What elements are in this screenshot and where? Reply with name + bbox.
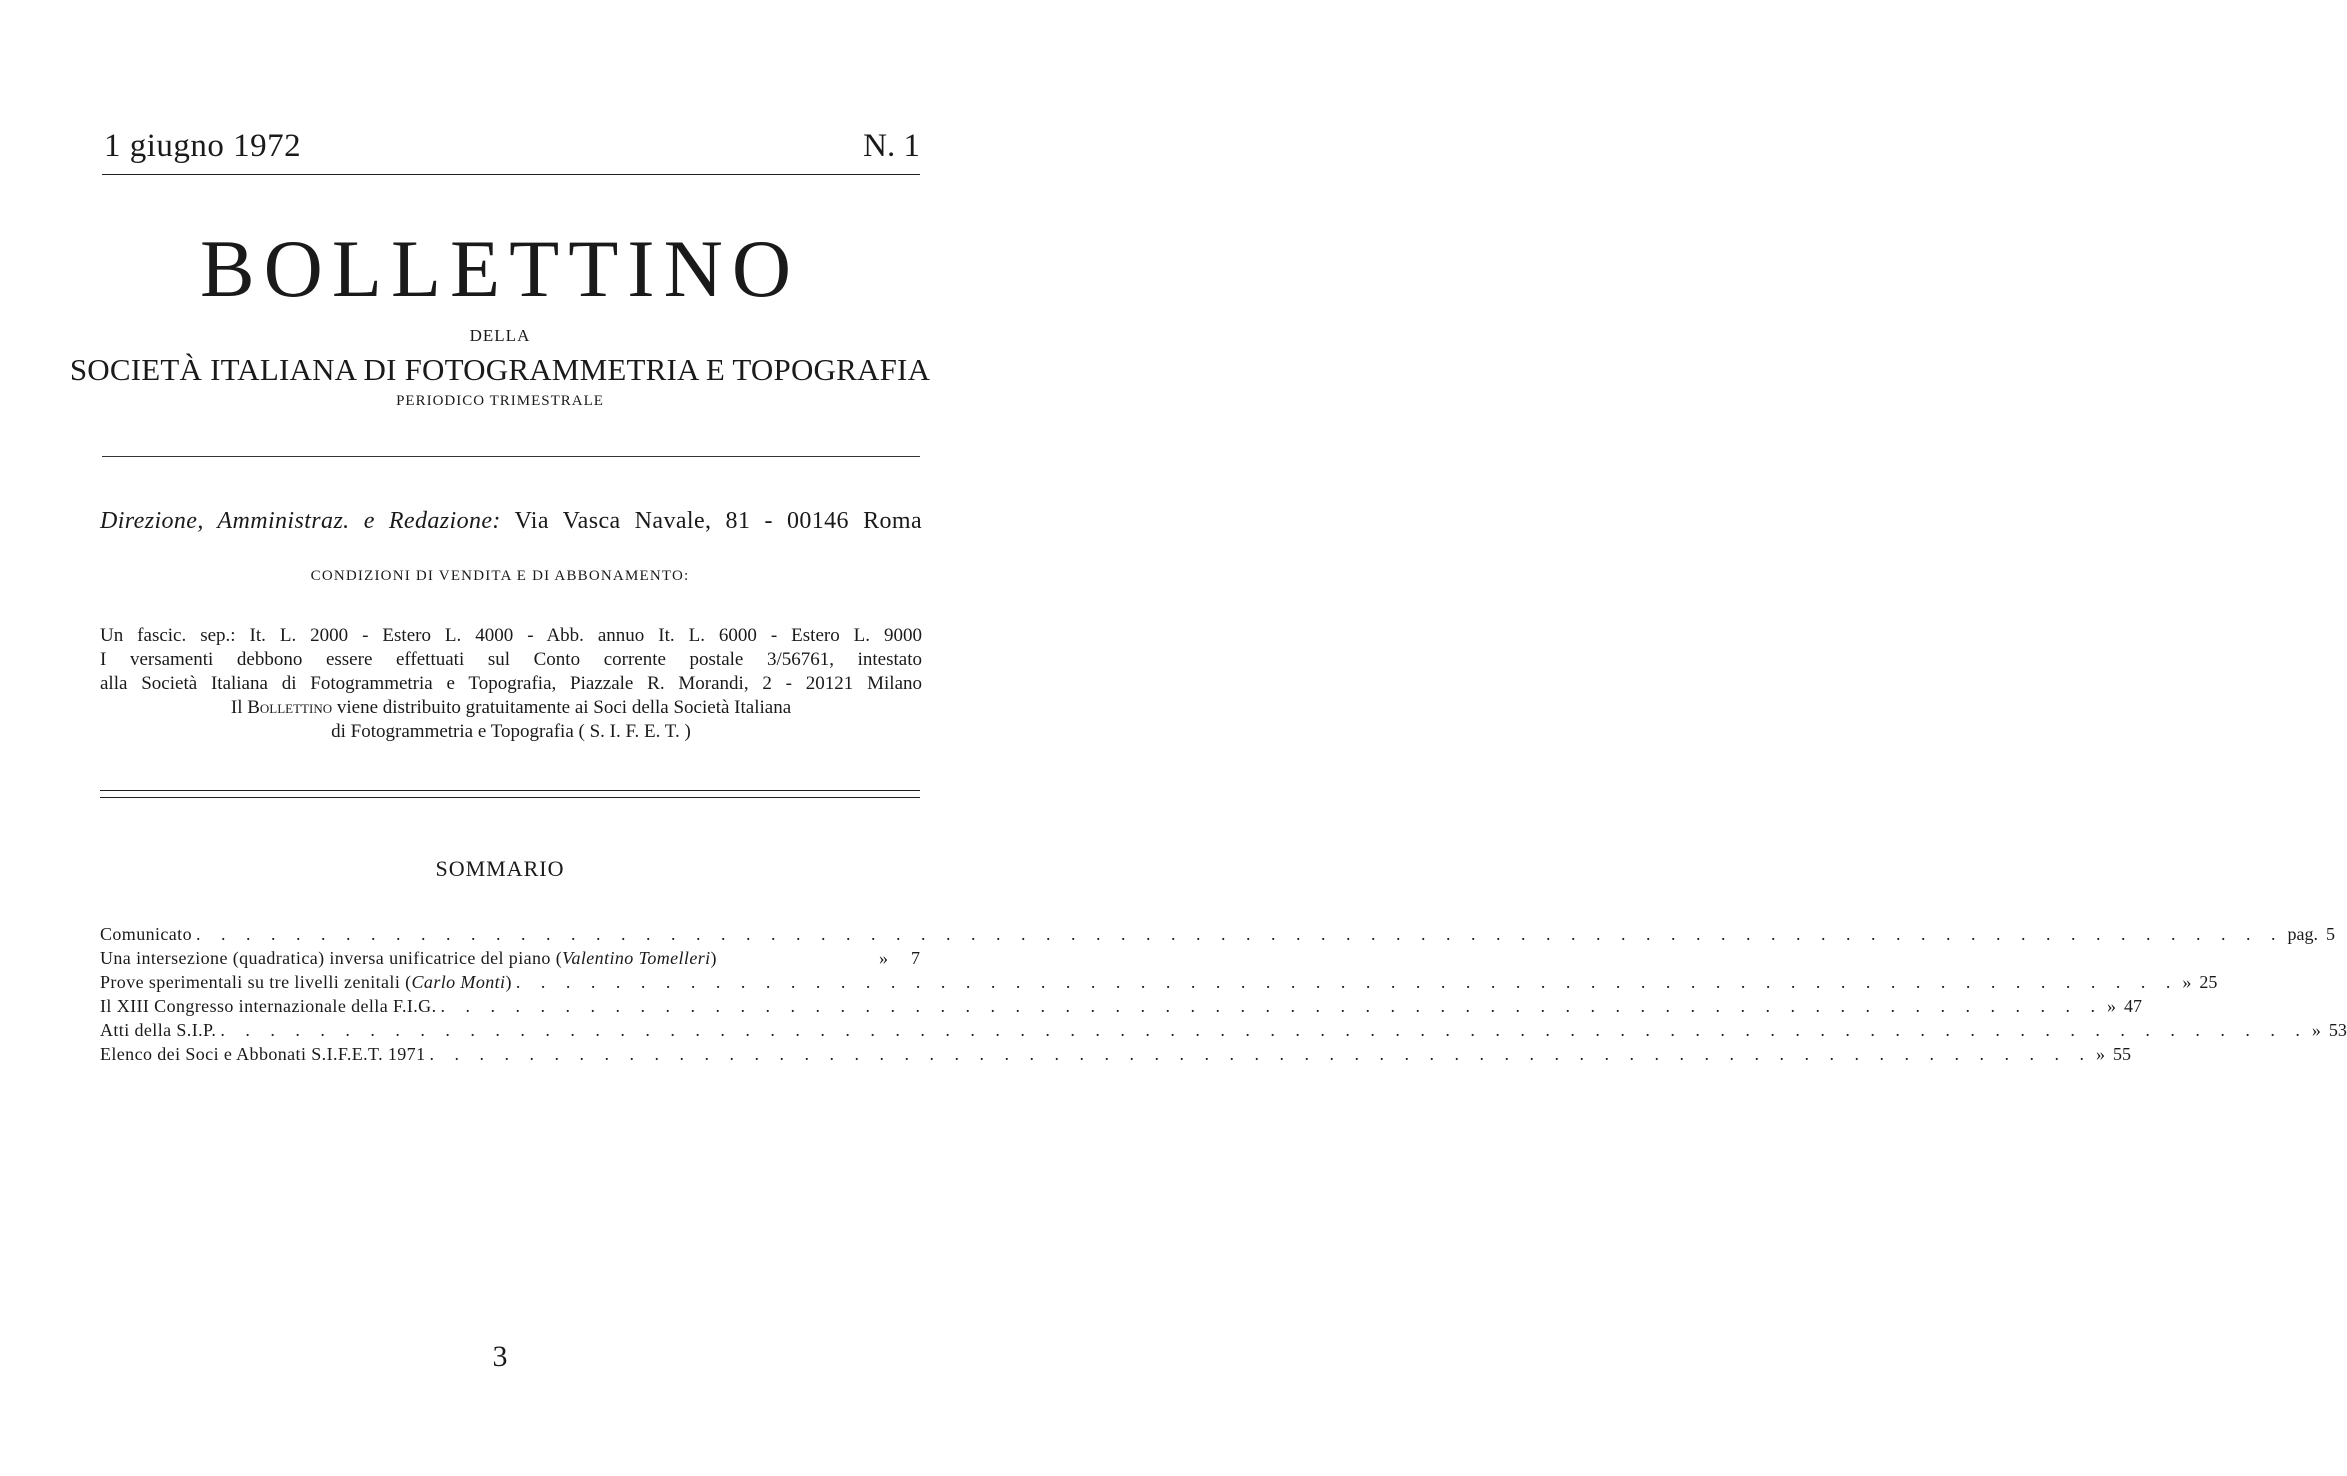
toc-leader-dots: . . . . . . . . . . . . . . . . . . . . . . . . . . . . . . . . . . . . . . . . . . . . . . . . . . . . . . . . . . . . . . . . . . . . . . . . . . . . . . . . . . . . [196, 924, 2284, 944]
toc-entry-title: Comunicato [100, 924, 192, 944]
table-of-contents [100, 922, 2347, 1066]
toc-entry-title: Elenco dei Soci e Abbonati S.I.F.E.T. 1971 [100, 1044, 426, 1064]
toc-leader-dots: . . . . . . . . . . . . . . . . . . . . . . . . . . . . . . . . . . . . . . . . . . . . . . . . . . . . . . . . . . . . . . . . . . . [440, 996, 2103, 1016]
della-label: DELLA [469, 326, 531, 345]
toc-author: Valentino Tomelleri [562, 948, 711, 968]
periodicity-label: PERIODICO TRIMESTRALE [396, 393, 604, 409]
issue-date: 1 giugno 1972 [104, 128, 302, 164]
toc-ditto-mark: » [2182, 972, 2192, 992]
page-number: 3 [492, 1340, 508, 1373]
toc-page-number: 53 [2328, 1020, 2347, 1040]
toc-author: Carlo Monti [411, 972, 506, 992]
double-rule-top [100, 790, 920, 791]
toc-entry-title: Una intersezione (quadratica) inversa unificatrice del piano (Valentino Tomelleri) [100, 948, 717, 968]
toc-entry-title: Atti della S.I.P. [100, 1020, 217, 1040]
journal-title: BOLLETTINO [199, 223, 801, 314]
toc-entry [100, 1018, 2347, 1042]
terms-line-5: di Fotogrammetria e Topografia ( S. I. F. E. T. ) [331, 721, 691, 742]
toc-entry-title: Prove sperimentali su tre livelli zenitali (Carlo Monti) [100, 972, 512, 992]
bollettino-word: Bollettino [247, 697, 333, 718]
toc-ditto-mark: » [2311, 1020, 2321, 1040]
terms-line-1: Un fascic. sep.: It. L. 2000 - Estero L. 4000 - Abb. annuo It. L. 6000 - Estero L. 9000 [100, 625, 922, 646]
society-name: SOCIETÀ ITALIANA DI FOTOGRAMMETRIA E TOPOGRAFIA [69, 352, 931, 387]
address-label: Direzione, Amministraz. e Redazione: [100, 508, 501, 534]
toc-entry-title: Il XIII Congresso internazionale della F.I.G. [100, 996, 437, 1016]
toc-page-number: 5 [2326, 924, 2335, 944]
subscription-terms [100, 624, 922, 744]
toc-ditto-mark: » [879, 948, 888, 968]
section-rule [102, 456, 920, 457]
toc-page-number: 47 [2123, 996, 2142, 1016]
toc-entry [100, 946, 920, 970]
toc-entry [100, 970, 2218, 994]
issue-number: N. 1 [863, 128, 920, 164]
header-rule [102, 174, 920, 175]
conditions-heading: CONDIZIONI DI VENDITA E DI ABBONAMENTO: [310, 568, 690, 584]
toc-ditto-mark: » [2095, 1044, 2105, 1064]
double-rule-bottom [100, 797, 920, 798]
toc-entry [100, 922, 2335, 946]
editorial-address [100, 508, 922, 535]
toc-page-label: pag. [2287, 924, 2318, 944]
toc-ditto-mark: » [2106, 996, 2116, 1016]
toc-page-number: 7 [911, 948, 920, 968]
toc-entry [100, 1042, 2131, 1066]
toc-leader-dots: . . . . . . . . . . . . . . . . . . . . . . . . . . . . . . . . . . . . . . . . . . . . . . . . . . . . . . . . . . . . . . . . . . . . . . . . . . . . . . . . . . . . [220, 1020, 2308, 1040]
terms-line-4-prefix: Il [230, 697, 243, 718]
terms-line-4-rest: viene distribuito gratuitamente ai Soci della Società Italiana [336, 697, 792, 718]
terms-line-3: alla Società Italiana di Fotogrammetria e Topografia, Piazzale R. Morandi, 2 - 20121 Milano [100, 673, 922, 694]
toc-page-number: 55 [2112, 1044, 2131, 1064]
terms-line-2: I versamenti debbono essere effettuati sul Conto corrente postale 3/56761, intestato [100, 649, 922, 670]
toc-page-number: 25 [2199, 972, 2218, 992]
toc-leader-dots: . . . . . . . . . . . . . . . . . . . . . . . . . . . . . . . . . . . . . . . . . . . . . . . . . . . . . . . . . . . . . . . . . . . [515, 972, 2179, 992]
address-value: Via Vasca Navale, 81 - 00146 Roma [514, 508, 922, 534]
terms-line-4 [100, 696, 922, 720]
toc-leader-dots: . . . . . . . . . . . . . . . . . . . . . . . . . . . . . . . . . . . . . . . . . . . . . . . . . . . . . . . . . . . . . . . . . . . [429, 1044, 2092, 1064]
contents-heading: SOMMARIO [435, 856, 565, 881]
toc-entry [100, 994, 2142, 1018]
